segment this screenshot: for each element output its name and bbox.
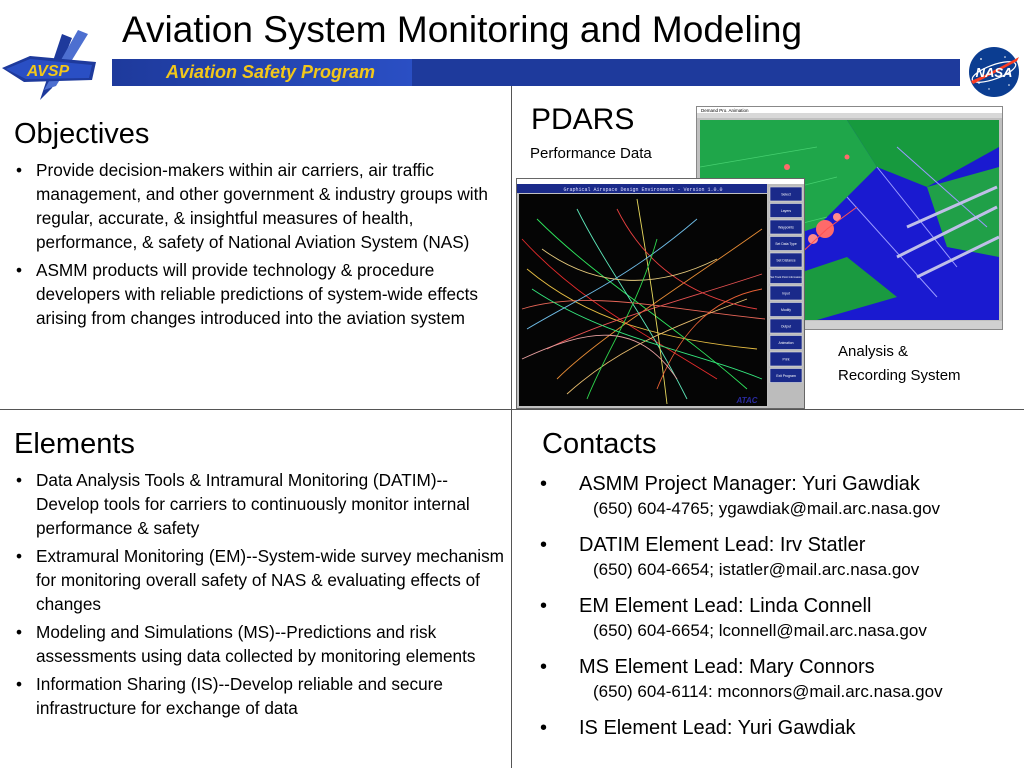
tool-button-label: Waypoints <box>778 225 794 230</box>
tool-button-label: Input <box>782 291 790 296</box>
tool-button-label: Output <box>780 324 792 329</box>
objectives-title: Objectives <box>14 118 150 150</box>
elements-title: Elements <box>14 428 135 460</box>
contact-item: • IS Element Lead: Yuri Gawdiak <box>540 717 856 739</box>
contact-detail: (650) 604-6654; lconnell@mail.arc.nasa.gov <box>593 621 927 640</box>
contact-label: DATIM Element Lead: Irv Statler <box>579 534 866 556</box>
avsp-logo <box>0 28 112 102</box>
contact-item: • DATIM Element Lead: Irv Statler <box>540 534 866 556</box>
contact-detail: (650) 604-6114: mconnors@mail.arc.nasa.gov <box>593 682 943 701</box>
contact-detail: (650) 604-4765; ygawdiak@mail.arc.nasa.gov <box>593 499 941 518</box>
avsp-logo-text: AVSP <box>26 63 70 80</box>
contact-item: • EM Element Lead: Linda Connell <box>540 595 872 617</box>
contact-label: EM Element Lead: Linda Connell <box>579 595 872 617</box>
pdars-caption-line2: Recording System <box>838 367 961 384</box>
list-item: • ASMM products will provide technology & procedure developers with reliable predictions of system-wide effects arising from changes introduced into the aviation system <box>16 260 478 328</box>
airspace-window-title: Graphical Airspace Design Environment - Version 1.0.0 <box>563 187 723 193</box>
tool-button-label: Set Distance <box>776 258 796 263</box>
banner-text: Aviation Safety Program <box>166 62 376 82</box>
contact-detail: (650) 604-6654; istatler@mail.arc.nasa.gov <box>593 560 920 579</box>
airspace-design-screenshot <box>516 178 805 409</box>
program-banner <box>112 59 960 86</box>
contact-item: • MS Element Lead: Mary Connors <box>540 656 875 678</box>
pdars-subtitle: Performance Data <box>530 145 652 162</box>
horizontal-divider <box>0 409 1024 410</box>
objective-text: ASMM products will provide technology & procedure developers with reliable predictions of system-wide effects arising from changes introduced into the aviation system <box>36 260 478 328</box>
contact-item: • ASMM Project Manager: Yuri Gawdiak <box>540 473 920 495</box>
list-item: • Modeling and Simulations (MS)--Predictions and risk assessments using data collected by monitoring elements <box>16 622 476 666</box>
list-item: • Extramural Monitoring (EM)--System-wide survey mechanism for monitoring overall safety of NAS & evaluating effects of changes <box>16 546 504 614</box>
list-item: • Information Sharing (IS)--Develop reliable and secure infrastructure for exchange of data <box>16 674 443 718</box>
contact-label: ASMM Project Manager: Yuri Gawdiak <box>579 473 920 495</box>
tool-button-label: Print <box>782 357 790 362</box>
objectives-list <box>0 158 498 330</box>
pdars-title: PDARS <box>531 103 635 136</box>
vertical-divider <box>511 86 512 768</box>
elements-list <box>0 468 505 720</box>
list-item: • Provide decision-makers within air carriers, air traffic management, and other government & industry groups with regular, accurate, & insightful measures of health, performance, & safety of National Aviation System (NAS) <box>16 160 488 252</box>
element-text: Extramural Monitoring (EM)--System-wide survey mechanism for monitoring overall safety of NAS & evaluating effects of changes <box>36 546 504 614</box>
tool-button-label: Set Track Point Information <box>770 276 802 279</box>
contact-label: IS Element Lead: Yuri Gawdiak <box>579 717 856 739</box>
map-window-title: Demand Pro. Animation <box>701 108 749 113</box>
tool-button-label: Layers <box>780 209 792 213</box>
element-text: Data Analysis Tools & Intramural Monitoring (DATIM)--Develop tools for carriers to continuously monitor internal performance & safety <box>36 470 470 538</box>
nasa-logo <box>967 45 1021 99</box>
element-text: Modeling and Simulations (MS)--Predictions and risk assessments using data collected by monitoring elements <box>36 622 476 666</box>
objective-text: Provide decision-makers within air carriers, air traffic management, and other government & industry groups with regular, accurate, & insightful measures of health, performance, & safety of National Aviation System (NAS) <box>36 160 488 252</box>
tool-button-label: Select <box>781 192 791 197</box>
pdars-caption-line1: Analysis & <box>838 343 909 360</box>
pdars-caption <box>838 340 961 388</box>
tool-button-label: Exit Program <box>776 374 796 378</box>
nasa-logo-text: NASA <box>975 65 1013 80</box>
tool-button-label: Animation <box>778 341 794 345</box>
tool-button-label: Modify <box>781 308 791 312</box>
atac-brand: ATAC <box>736 396 758 405</box>
element-text: Information Sharing (IS)--Develop reliable and secure infrastructure for exchange of data <box>36 674 443 718</box>
contacts-title: Contacts <box>542 428 657 460</box>
list-item: • Data Analysis Tools & Intramural Monitoring (DATIM)--Develop tools for carriers to continuously monitor internal performance & safety <box>16 470 470 538</box>
contacts-list <box>540 470 1020 742</box>
page-title: Aviation System Monitoring and Modeling <box>122 9 803 50</box>
tool-button-label: Set Data Type <box>775 242 797 246</box>
contact-label: MS Element Lead: Mary Connors <box>579 656 875 678</box>
